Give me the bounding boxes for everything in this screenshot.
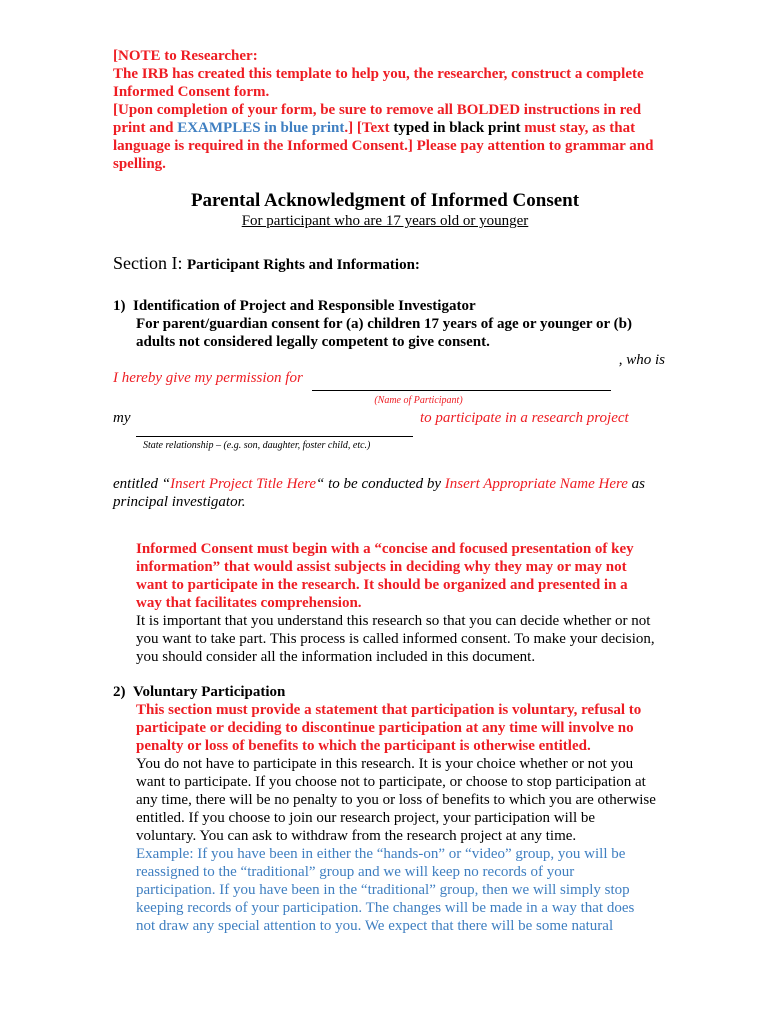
document-title: Parental Acknowledgment of Informed Consent xyxy=(190,190,580,211)
key-info-text: It is important that you understand this research so that you can decide whether or not you want to take part. This process is called informed consent. To make your decision, you should consider all the information included in this document. xyxy=(136,613,655,665)
permission-text: I hereby give my permission for xyxy=(113,370,303,386)
voluntary-text: You do not have to participate in this research. It is your choice whether or not you want to participate. If you choose not to participate, or choose to stop participation at any time, there will be no penalty to you or loss of benefits to which you are otherwise entitled. If you choose to join our research project, your participation will be voluntary. You can ask to withdraw from the research project at any time. xyxy=(136,756,656,844)
voluntary-example: Example: If you have been in either the “hands-on” or “video” group, you will be reassigned to the “traditional” group and we will keep no records of your participation. If you have been in the “traditional” group, then we will simply stop keeping records of your participation. The changes will be made in a way that does not draw any special attention to you. We expect that there will be some natural xyxy=(136,846,635,934)
conducted-text: “ to be conducted by xyxy=(316,476,445,492)
entitled-text: entitled “ xyxy=(113,476,171,492)
section-heading xyxy=(113,252,420,276)
researcher-note xyxy=(113,47,673,173)
document-subtitle: For participant who are 17 years old or younger xyxy=(241,213,529,229)
note-must-stay: must stay, as that language is required in the Informed Consent.] Please pay attention to grammar and spelling. xyxy=(113,120,654,172)
project-title-placeholder: Insert Project Title Here xyxy=(170,476,317,492)
voluntary-instruction: This section must provide a statement that participation is voluntary, refusal to participate or deciding to discontinue participation at any time will involve no penalty or loss of benefits to which the participant is otherwise entitled. xyxy=(136,702,642,754)
principal-investigator-text: principal investigator. xyxy=(113,494,246,510)
entitled-paragraph xyxy=(113,475,673,511)
note-bracket: .] [ xyxy=(344,120,362,136)
my-text: my xyxy=(113,410,131,426)
item-1-description: For parent/guardian consent for (a) children 17 years of age or younger or (b) adults not considered legally competent to give consent. xyxy=(136,316,632,350)
relationship-line[interactable] xyxy=(136,436,413,437)
as-text: as xyxy=(627,476,646,492)
section-label: Section I: xyxy=(113,253,183,273)
to-participate-text: to participate in a research project xyxy=(420,410,629,426)
note-instruction: [Upon completion of your form, be sure to remove all BOLDED instructions in red print and xyxy=(113,102,642,136)
participant-name-label: (Name of Participant) xyxy=(374,395,463,406)
participant-name-line[interactable] xyxy=(312,390,611,391)
item-1-heading: 1) Identification of Project and Responsible Investigator xyxy=(113,298,476,314)
item-2-heading: 2) Voluntary Participation xyxy=(113,684,286,700)
relationship-label: State relationship – (e.g. son, daughter, foster child, etc.) xyxy=(143,440,371,451)
who-is-text: , who is xyxy=(618,352,665,368)
key-info-instruction: Informed Consent must begin with a “concise and focused presentation of key information” that would assist subjects in deciding why they may or may not want to participate in the research. It should be organized and presented in a way that facilitates comprehension. xyxy=(136,541,634,611)
note-black-print: typed in black print xyxy=(389,120,521,136)
note-line-2: The IRB has created this template to help you, the researcher, construct a complete Informed Consent form. xyxy=(113,66,644,100)
key-information-block xyxy=(136,540,656,666)
voluntary-participation-block xyxy=(136,701,656,935)
note-examples-blue: EXAMPLES in blue print xyxy=(177,120,345,136)
note-line-1: [NOTE to Researcher: xyxy=(113,48,258,64)
section-subtitle: Participant Rights and Information: xyxy=(187,257,420,273)
note-text-word: Text xyxy=(361,120,390,136)
note-line-3 xyxy=(113,101,673,173)
investigator-name-placeholder: Insert Appropriate Name Here xyxy=(444,476,628,492)
